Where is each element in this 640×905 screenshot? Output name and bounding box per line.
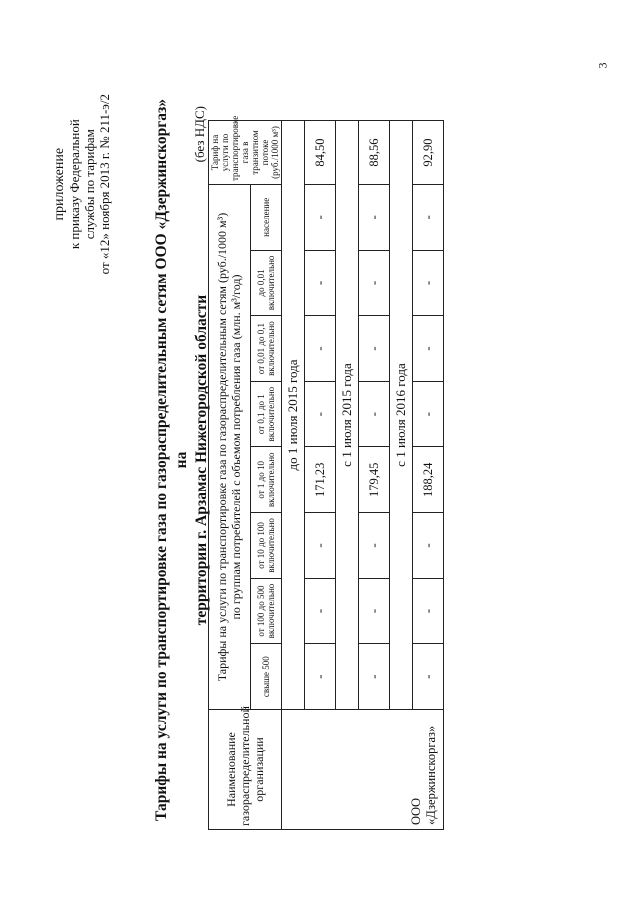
appendix-block <box>52 94 112 274</box>
table-cell: - <box>413 578 444 644</box>
period-label: с 1 июля 2016 года <box>390 121 413 710</box>
table-cell: - <box>413 381 444 447</box>
group-header: от 1 до 10 включительно <box>250 447 281 513</box>
group-header: население <box>250 185 281 251</box>
table-cell: - <box>305 578 336 644</box>
table-cell: - <box>359 250 390 316</box>
table-cell: 188,24 <box>413 447 444 513</box>
group-header: от 0,1 до 1 включительно <box>250 381 281 447</box>
document-title <box>152 90 212 830</box>
appendix-line-3: от «12» ноября 2013 г. № 211-э/2 <box>97 94 112 275</box>
table-cell: 171,23 <box>305 447 336 513</box>
tariff-table <box>208 115 444 830</box>
table-cell: - <box>305 644 336 710</box>
group-header: до 0,01 включительно <box>250 250 281 316</box>
table-header-row-1 <box>209 121 251 830</box>
table-cell: - <box>359 185 390 251</box>
transit-cell: 92,90 <box>413 121 444 185</box>
appendix-line-1: к приказу Федеральной <box>67 119 82 250</box>
period-label: с 1 июля 2015 года <box>336 121 359 710</box>
table-cell: - <box>305 185 336 251</box>
table-cell: 179,45 <box>359 447 390 513</box>
table-cell: - <box>359 316 390 382</box>
table-cell: - <box>413 316 444 382</box>
group-header: от 100 до 500 включительно <box>250 578 281 644</box>
rotated-document <box>44 70 604 850</box>
document-title-line-1: Тарифы на услуги по транспортировке газа по газораспределительным сетям ООО «Дзержинскоргаз» на <box>153 99 190 821</box>
transit-cell: 84,50 <box>305 121 336 185</box>
group-header: свыше 500 <box>250 644 281 710</box>
organization-name: ООО «Дзержинскоргаз» <box>282 710 444 830</box>
table-cell: - <box>359 513 390 579</box>
appendix-line-2: службы по тарифам <box>82 129 97 240</box>
table-cell: - <box>413 644 444 710</box>
transit-cell: 88,56 <box>359 121 390 185</box>
period-row <box>282 121 305 830</box>
column-header-tariff-groups-line-2: по группам потребителей с объемом потребления газа (млн. м³/год) <box>229 274 244 620</box>
table-cell: - <box>413 513 444 579</box>
table-cell: - <box>305 381 336 447</box>
page-number: 3 <box>595 62 610 69</box>
column-header-tariff-groups-line-1: Тарифы на услуги по транспортировке газа по газораспределительным сетям (руб./1000 м³) <box>215 212 230 682</box>
table-cell: - <box>305 316 336 382</box>
vat-note: (без НДС) <box>192 106 207 163</box>
column-header-organization: Наименование газораспределительной организации <box>209 710 282 830</box>
table-cell: - <box>359 578 390 644</box>
document-title-line-2: территории г. Арзамас Нижегородской области <box>193 294 210 626</box>
table-cell: - <box>413 250 444 316</box>
group-header: от 10 до 100 включительно <box>250 513 281 579</box>
table-cell: - <box>359 381 390 447</box>
column-header-transit: Тариф на услуги по транспортировке газа в транзитном потоке (руб./1000 м³) <box>209 121 282 185</box>
table-cell: - <box>359 644 390 710</box>
column-header-tariff-groups <box>209 185 251 710</box>
table-cell: - <box>413 185 444 251</box>
appendix-title: приложение <box>52 147 67 221</box>
group-header: от 0,01 до 0,1 включительно <box>250 316 281 382</box>
table-cell: - <box>305 513 336 579</box>
period-label: до 1 июля 2015 года <box>282 121 305 710</box>
table-cell: - <box>305 250 336 316</box>
